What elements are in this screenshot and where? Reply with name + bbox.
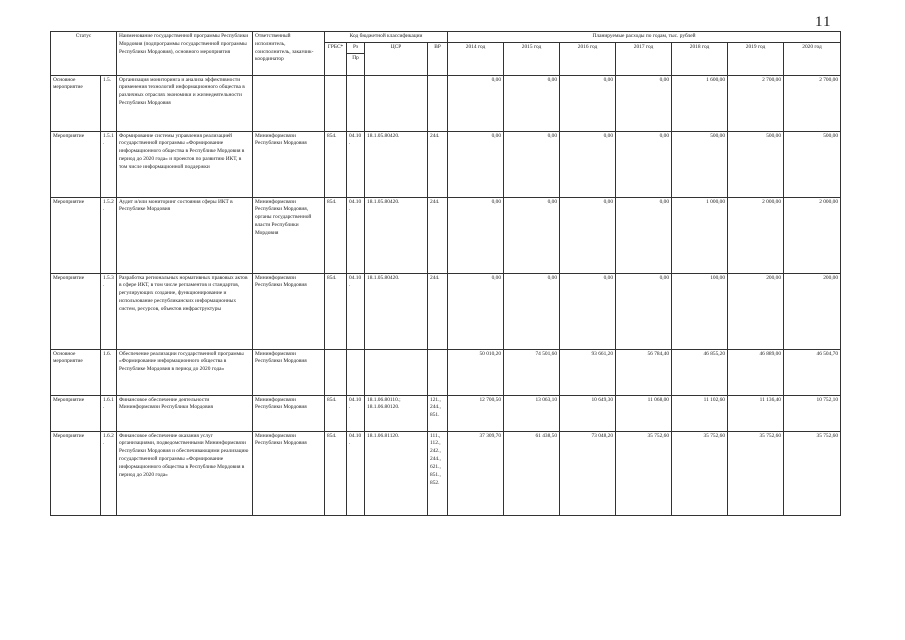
row-value: 35 752,60 — [616, 431, 672, 515]
row-value: 35 752,60 — [784, 431, 841, 515]
row-vr — [428, 75, 448, 131]
row-value: 0,00 — [448, 197, 504, 273]
row-vr: 244. — [428, 273, 448, 349]
row-name: Организация мониторинга и анализа эффективности применения технологий информационного общества в различных отраслях экономики и жизнедеятельности Республики Мордовия — [117, 75, 253, 131]
row-csr — [365, 75, 428, 131]
row-number: 1.5.1. — [101, 131, 117, 197]
row-value: 0,00 — [504, 131, 560, 197]
row-responsible: Мининформсвязи Республики Мордовия — [253, 349, 325, 395]
row-vr: 244. — [428, 131, 448, 197]
row-grbs: 854. — [325, 431, 347, 515]
table-row — [51, 349, 841, 395]
row-value: 0,00 — [616, 197, 672, 273]
row-value: 0,00 — [616, 131, 672, 197]
row-value: 46 855,20 — [672, 349, 728, 395]
row-value: 0,00 — [504, 273, 560, 349]
table-row — [51, 431, 841, 515]
row-csr: 18.1.06.80110.; 18.1.06.80120. — [365, 395, 428, 431]
row-status: Мероприятие — [51, 197, 101, 273]
row-name: Разработка региональных нормативных правовых актов в сфере ИКТ, в том числе регламентов и стандартов, регулирующих создание, функционирование и использование республиканских информационных систем, ресурсов, объектов инфраструктуры — [117, 273, 253, 349]
table-row — [51, 131, 841, 197]
row-rzpr: 04.10. — [347, 197, 365, 273]
row-value: 35 752,60 — [672, 431, 728, 515]
header-year: 2015 год — [504, 42, 560, 75]
header-year: 2016 год — [560, 42, 616, 75]
header-status: Статус — [51, 32, 117, 76]
row-number: 1.6. — [101, 349, 117, 395]
row-number: 1.5. — [101, 75, 117, 131]
header-planned: Планируемые расходы по годам, тыс. рублей — [448, 32, 841, 43]
budget-table — [50, 31, 841, 516]
row-responsible — [253, 75, 325, 131]
header-rz: Рз — [347, 42, 365, 53]
row-number: 1.6.1. — [101, 395, 117, 431]
row-value: 2 000,00 — [784, 197, 841, 273]
row-csr: 18.1.05.80420. — [365, 197, 428, 273]
row-rzpr: 04.10. — [347, 395, 365, 431]
row-responsible: Мининформсвязи Республики Мордовия, органы государственной власти Республики Мордовия — [253, 197, 325, 273]
row-value: 93 661,20 — [560, 349, 616, 395]
row-grbs: 854. — [325, 197, 347, 273]
header-grbs: ГРБС* — [325, 42, 347, 75]
row-value: 100,00 — [672, 273, 728, 349]
row-value: 11 068,00 — [616, 395, 672, 431]
row-number: 1.5.2. — [101, 197, 117, 273]
row-status: Основное мероприятие — [51, 75, 101, 131]
row-rzpr: 04.10. — [347, 131, 365, 197]
row-value: 0,00 — [560, 273, 616, 349]
row-value: 200,00 — [728, 273, 784, 349]
row-responsible: Мининформсвязи Республики Мордовия — [253, 431, 325, 515]
row-value: 73 048,20 — [560, 431, 616, 515]
row-value: 2 700,00 — [728, 75, 784, 131]
row-rzpr — [347, 75, 365, 131]
row-value: 0,00 — [448, 131, 504, 197]
row-value: 35 752,60 — [728, 431, 784, 515]
header-vr: ВР — [428, 42, 448, 75]
row-value: 2 000,00 — [728, 197, 784, 273]
row-value: 0,00 — [504, 75, 560, 131]
row-value: 0,00 — [560, 131, 616, 197]
row-value: 2 700,00 — [784, 75, 841, 131]
row-number: 1.5.3. — [101, 273, 117, 349]
row-responsible: Мининформсвязи Республики Мордовия — [253, 131, 325, 197]
header-name: Наименование государственной программы Республики Мордовия (подпрограммы государственной программы Республики Мордовия), основного мероприятия — [117, 32, 253, 76]
row-vr: 244. — [428, 197, 448, 273]
row-value: 500,00 — [728, 131, 784, 197]
row-status: Мероприятие — [51, 273, 101, 349]
row-value: 11 102,60 — [672, 395, 728, 431]
row-value: 500,00 — [672, 131, 728, 197]
header-responsible: Ответственный исполнитель, соисполнитель, заказчик-координатор — [253, 32, 325, 76]
row-vr: 121., 244., 851. — [428, 395, 448, 431]
row-value: 12 700,50 — [448, 395, 504, 431]
row-csr: 18.1.05.80420. — [365, 273, 428, 349]
row-status: Мероприятие — [51, 395, 101, 431]
row-value: 50 010,20 — [448, 349, 504, 395]
table-row — [51, 75, 841, 131]
row-value: 46 889,00 — [728, 349, 784, 395]
row-value: 1 000,00 — [672, 197, 728, 273]
header-year: 2018 год — [672, 42, 728, 75]
row-vr: 111., 112., 242., 244., 621., 851., 852. — [428, 431, 448, 515]
row-value: 56 784,40 — [616, 349, 672, 395]
header-pr: Пр — [347, 53, 365, 75]
row-value: 0,00 — [448, 273, 504, 349]
header-year: 2017 год — [616, 42, 672, 75]
row-value: 74 501,60 — [504, 349, 560, 395]
row-status: Основное мероприятие — [51, 349, 101, 395]
row-value: 10 752,10 — [784, 395, 841, 431]
page-number: 11 — [815, 14, 832, 30]
row-value: 61 438,50 — [504, 431, 560, 515]
header-csr: ЦСР — [365, 42, 428, 75]
row-csr — [365, 349, 428, 395]
row-value: 0,00 — [448, 75, 504, 131]
row-number: 1.6.2. — [101, 431, 117, 515]
row-value: 11 136,40 — [728, 395, 784, 431]
header-year: 2014 год — [448, 42, 504, 75]
row-value: 0,00 — [616, 273, 672, 349]
row-value: 46 504,70 — [784, 349, 841, 395]
header-year: 2020 год — [784, 42, 841, 75]
row-grbs: 854. — [325, 131, 347, 197]
row-value: 1 600,00 — [672, 75, 728, 131]
row-responsible: Мининформсвязи Республики Мордовия — [253, 273, 325, 349]
row-rzpr — [347, 349, 365, 395]
row-grbs — [325, 75, 347, 131]
row-name: Финансовое обеспечение оказания услуг организациями, подведомственными Мининформсвязи Республики Мордовия и обеспечивающими реализацию государственной программы «Формирование информационного общества в Республике Мордовия в период до 2020 года» — [117, 431, 253, 515]
row-value: 10 649,30 — [560, 395, 616, 431]
row-value: 500,00 — [784, 131, 841, 197]
row-grbs: 854. — [325, 395, 347, 431]
row-value: 37 309,70 — [448, 431, 504, 515]
row-csr: 18.1.05.80420. — [365, 131, 428, 197]
table-row — [51, 197, 841, 273]
row-vr — [428, 349, 448, 395]
table-row — [51, 273, 841, 349]
row-name: Обеспечение реализации государственной программы «Формирование информационного общества в Республике Мордовия в период до 2020 года» — [117, 349, 253, 395]
row-name: Формирование системы управления реализацией государственной программы «Формирование информационного общества в Республике Мордовия в период до 2020 года» и проектов по развитию ИКТ, в том числе информационной поддержки — [117, 131, 253, 197]
row-status: Мероприятие — [51, 131, 101, 197]
row-rzpr: 04.10. — [347, 431, 365, 515]
row-rzpr: 04.10. — [347, 273, 365, 349]
header-budget-code: Код бюджетной классификации — [325, 32, 448, 43]
row-csr: 18.1.06.81120. — [365, 431, 428, 515]
table-row — [51, 395, 841, 431]
row-status: Мероприятие — [51, 431, 101, 515]
row-value: 0,00 — [560, 75, 616, 131]
row-value: 0,00 — [504, 197, 560, 273]
row-grbs — [325, 349, 347, 395]
header-year: 2019 год — [728, 42, 784, 75]
row-grbs: 854. — [325, 273, 347, 349]
row-value: 200,00 — [784, 273, 841, 349]
row-responsible: Мининформсвязи Республики Мордовия — [253, 395, 325, 431]
row-value: 0,00 — [560, 197, 616, 273]
row-value: 13 063,10 — [504, 395, 560, 431]
row-value: 0,00 — [616, 75, 672, 131]
row-name: Финансовое обеспечение деятельности Мининформсвязи Республики Мордовия — [117, 395, 253, 431]
row-name: Аудит и/или мониторинг состояния сферы ИКТ в Республике Мордовия — [117, 197, 253, 273]
